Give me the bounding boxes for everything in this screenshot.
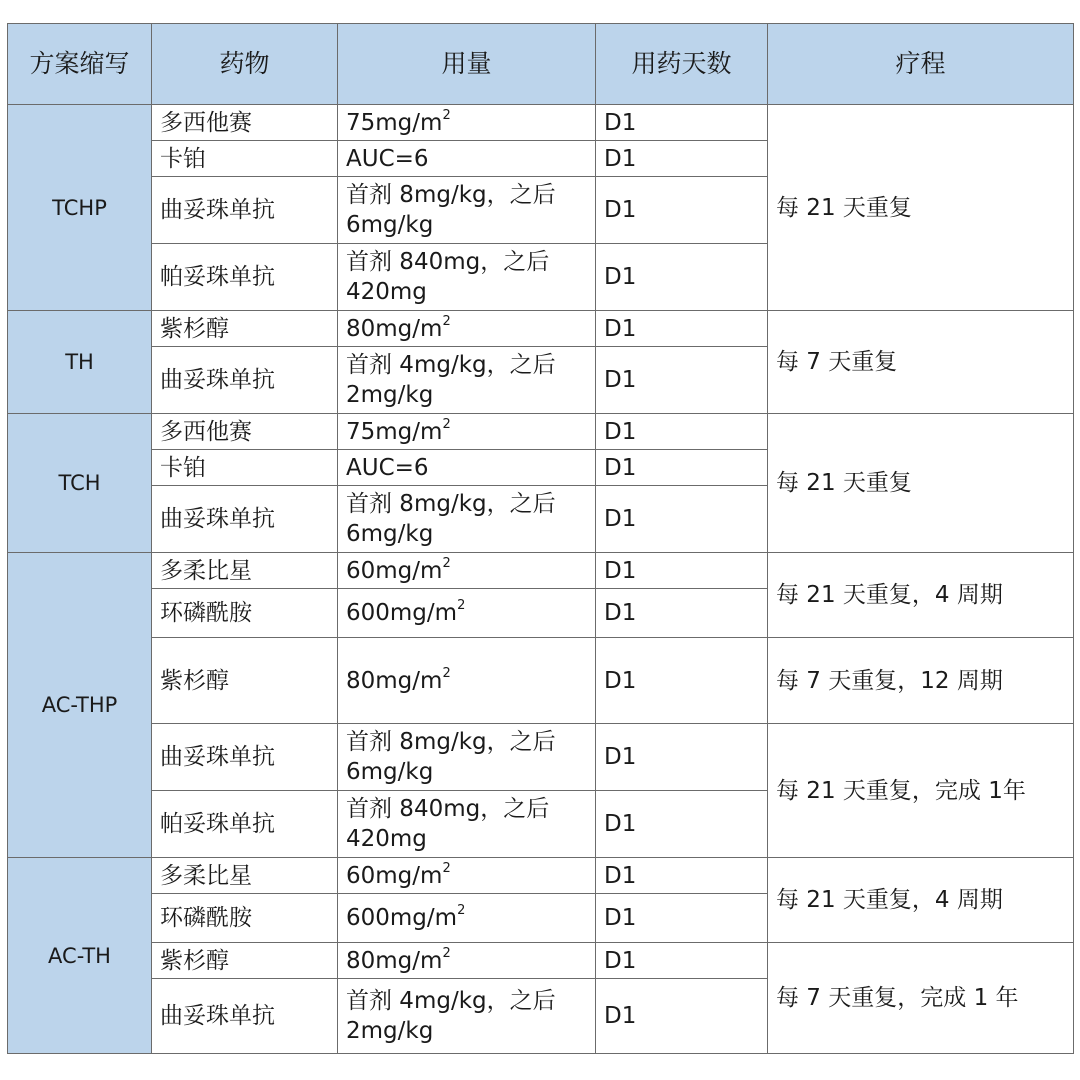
header-course: 疗程 [768, 24, 1074, 105]
course-cell: 每 21 天重复，4 周期 [768, 553, 1074, 638]
drug-cell: 曲妥珠单抗 [152, 177, 338, 244]
header-drug: 药物 [152, 24, 338, 105]
days-cell: D1 [596, 894, 768, 943]
days-cell: D1 [596, 724, 768, 791]
dose-cell: 首剂 840mg，之后 420mg [338, 244, 596, 311]
drug-cell: 曲妥珠单抗 [152, 486, 338, 553]
table-row [8, 638, 1074, 724]
drug-cell: 曲妥珠单抗 [152, 724, 338, 791]
drug-cell: 多柔比星 [152, 858, 338, 894]
drug-cell: 紫杉醇 [152, 943, 338, 979]
drug-cell: 卡铂 [152, 450, 338, 486]
course-cell: 每 21 天重复 [768, 414, 1074, 553]
scheme-cell-tch: TCH [8, 414, 152, 553]
drug-cell: 环磷酰胺 [152, 589, 338, 638]
drug-cell: 多西他赛 [152, 105, 338, 141]
dose-cell: $60mg/m^2$ [338, 858, 596, 894]
dose-cell: AUC=6 [338, 450, 596, 486]
course-cell: 每 21 天重复 [768, 105, 1074, 311]
days-cell: D1 [596, 105, 768, 141]
dose-cell: $80mg/m^2$ [338, 311, 596, 347]
dose-cell: $75mg/m^2$ [338, 105, 596, 141]
scheme-cell-ac-th: AC-TH [8, 858, 152, 1054]
days-cell: D1 [596, 311, 768, 347]
table-row [8, 724, 1074, 791]
header-days: 用药天数 [596, 24, 768, 105]
drug-cell: 多柔比星 [152, 553, 338, 589]
drug-cell: 卡铂 [152, 141, 338, 177]
table-row [8, 858, 1074, 894]
dose-cell: 首剂 4mg/kg，之后 2mg/kg [338, 347, 596, 414]
course-cell: 每 7 天重复 [768, 311, 1074, 414]
days-cell: D1 [596, 414, 768, 450]
days-cell: D1 [596, 791, 768, 858]
drug-cell: 紫杉醇 [152, 638, 338, 724]
course-cell: 每 7 天重复，12 周期 [768, 638, 1074, 724]
days-cell: D1 [596, 858, 768, 894]
scheme-cell-tchp: TCHP [8, 105, 152, 311]
dose-cell: 首剂 8mg/kg，之后 6mg/kg [338, 724, 596, 791]
scheme-cell-ac-thp: AC-THP [8, 553, 152, 858]
drug-cell: 曲妥珠单抗 [152, 347, 338, 414]
days-cell: D1 [596, 589, 768, 638]
table-row [8, 414, 1074, 450]
dose-cell: 首剂 4mg/kg，之后 2mg/kg [338, 979, 596, 1054]
drug-cell: 紫杉醇 [152, 311, 338, 347]
days-cell: D1 [596, 638, 768, 724]
regimen-table [7, 23, 1074, 1054]
drug-cell: 多西他赛 [152, 414, 338, 450]
dose-cell: AUC=6 [338, 141, 596, 177]
drug-cell: 帕妥珠单抗 [152, 791, 338, 858]
dose-cell: 首剂 8mg/kg，之后 6mg/kg [338, 486, 596, 553]
dose-cell: $600mg/m^2$ [338, 589, 596, 638]
days-cell: D1 [596, 486, 768, 553]
days-cell: D1 [596, 141, 768, 177]
table-row [8, 553, 1074, 589]
days-cell: D1 [596, 177, 768, 244]
days-cell: D1 [596, 450, 768, 486]
dose-cell: $80mg/m^2$ [338, 638, 596, 724]
scheme-cell-th: TH [8, 311, 152, 414]
dose-cell: 首剂 840mg，之后 420mg [338, 791, 596, 858]
header-dose: 用量 [338, 24, 596, 105]
regimen-table-container [7, 23, 1074, 1054]
drug-cell: 环磷酰胺 [152, 894, 338, 943]
course-cell: 每 21 天重复，4 周期 [768, 858, 1074, 943]
days-cell: D1 [596, 553, 768, 589]
drug-cell: 曲妥珠单抗 [152, 979, 338, 1054]
table-row [8, 105, 1074, 141]
table-row [8, 943, 1074, 979]
dose-cell: $75mg/m^2$ [338, 414, 596, 450]
drug-cell: 帕妥珠单抗 [152, 244, 338, 311]
header-row [8, 24, 1074, 105]
days-cell: D1 [596, 979, 768, 1054]
dose-cell: $60mg/m^2$ [338, 553, 596, 589]
course-cell: 每 7 天重复，完成 1 年 [768, 943, 1074, 1054]
course-cell: 每 21 天重复，完成 1年 [768, 724, 1074, 858]
dose-cell: 首剂 8mg/kg，之后 6mg/kg [338, 177, 596, 244]
days-cell: D1 [596, 244, 768, 311]
days-cell: D1 [596, 347, 768, 414]
table-row [8, 311, 1074, 347]
dose-cell: $80mg/m^2$ [338, 943, 596, 979]
days-cell: D1 [596, 943, 768, 979]
dose-cell: $600mg/m^2$ [338, 894, 596, 943]
header-scheme: 方案缩写 [8, 24, 152, 105]
